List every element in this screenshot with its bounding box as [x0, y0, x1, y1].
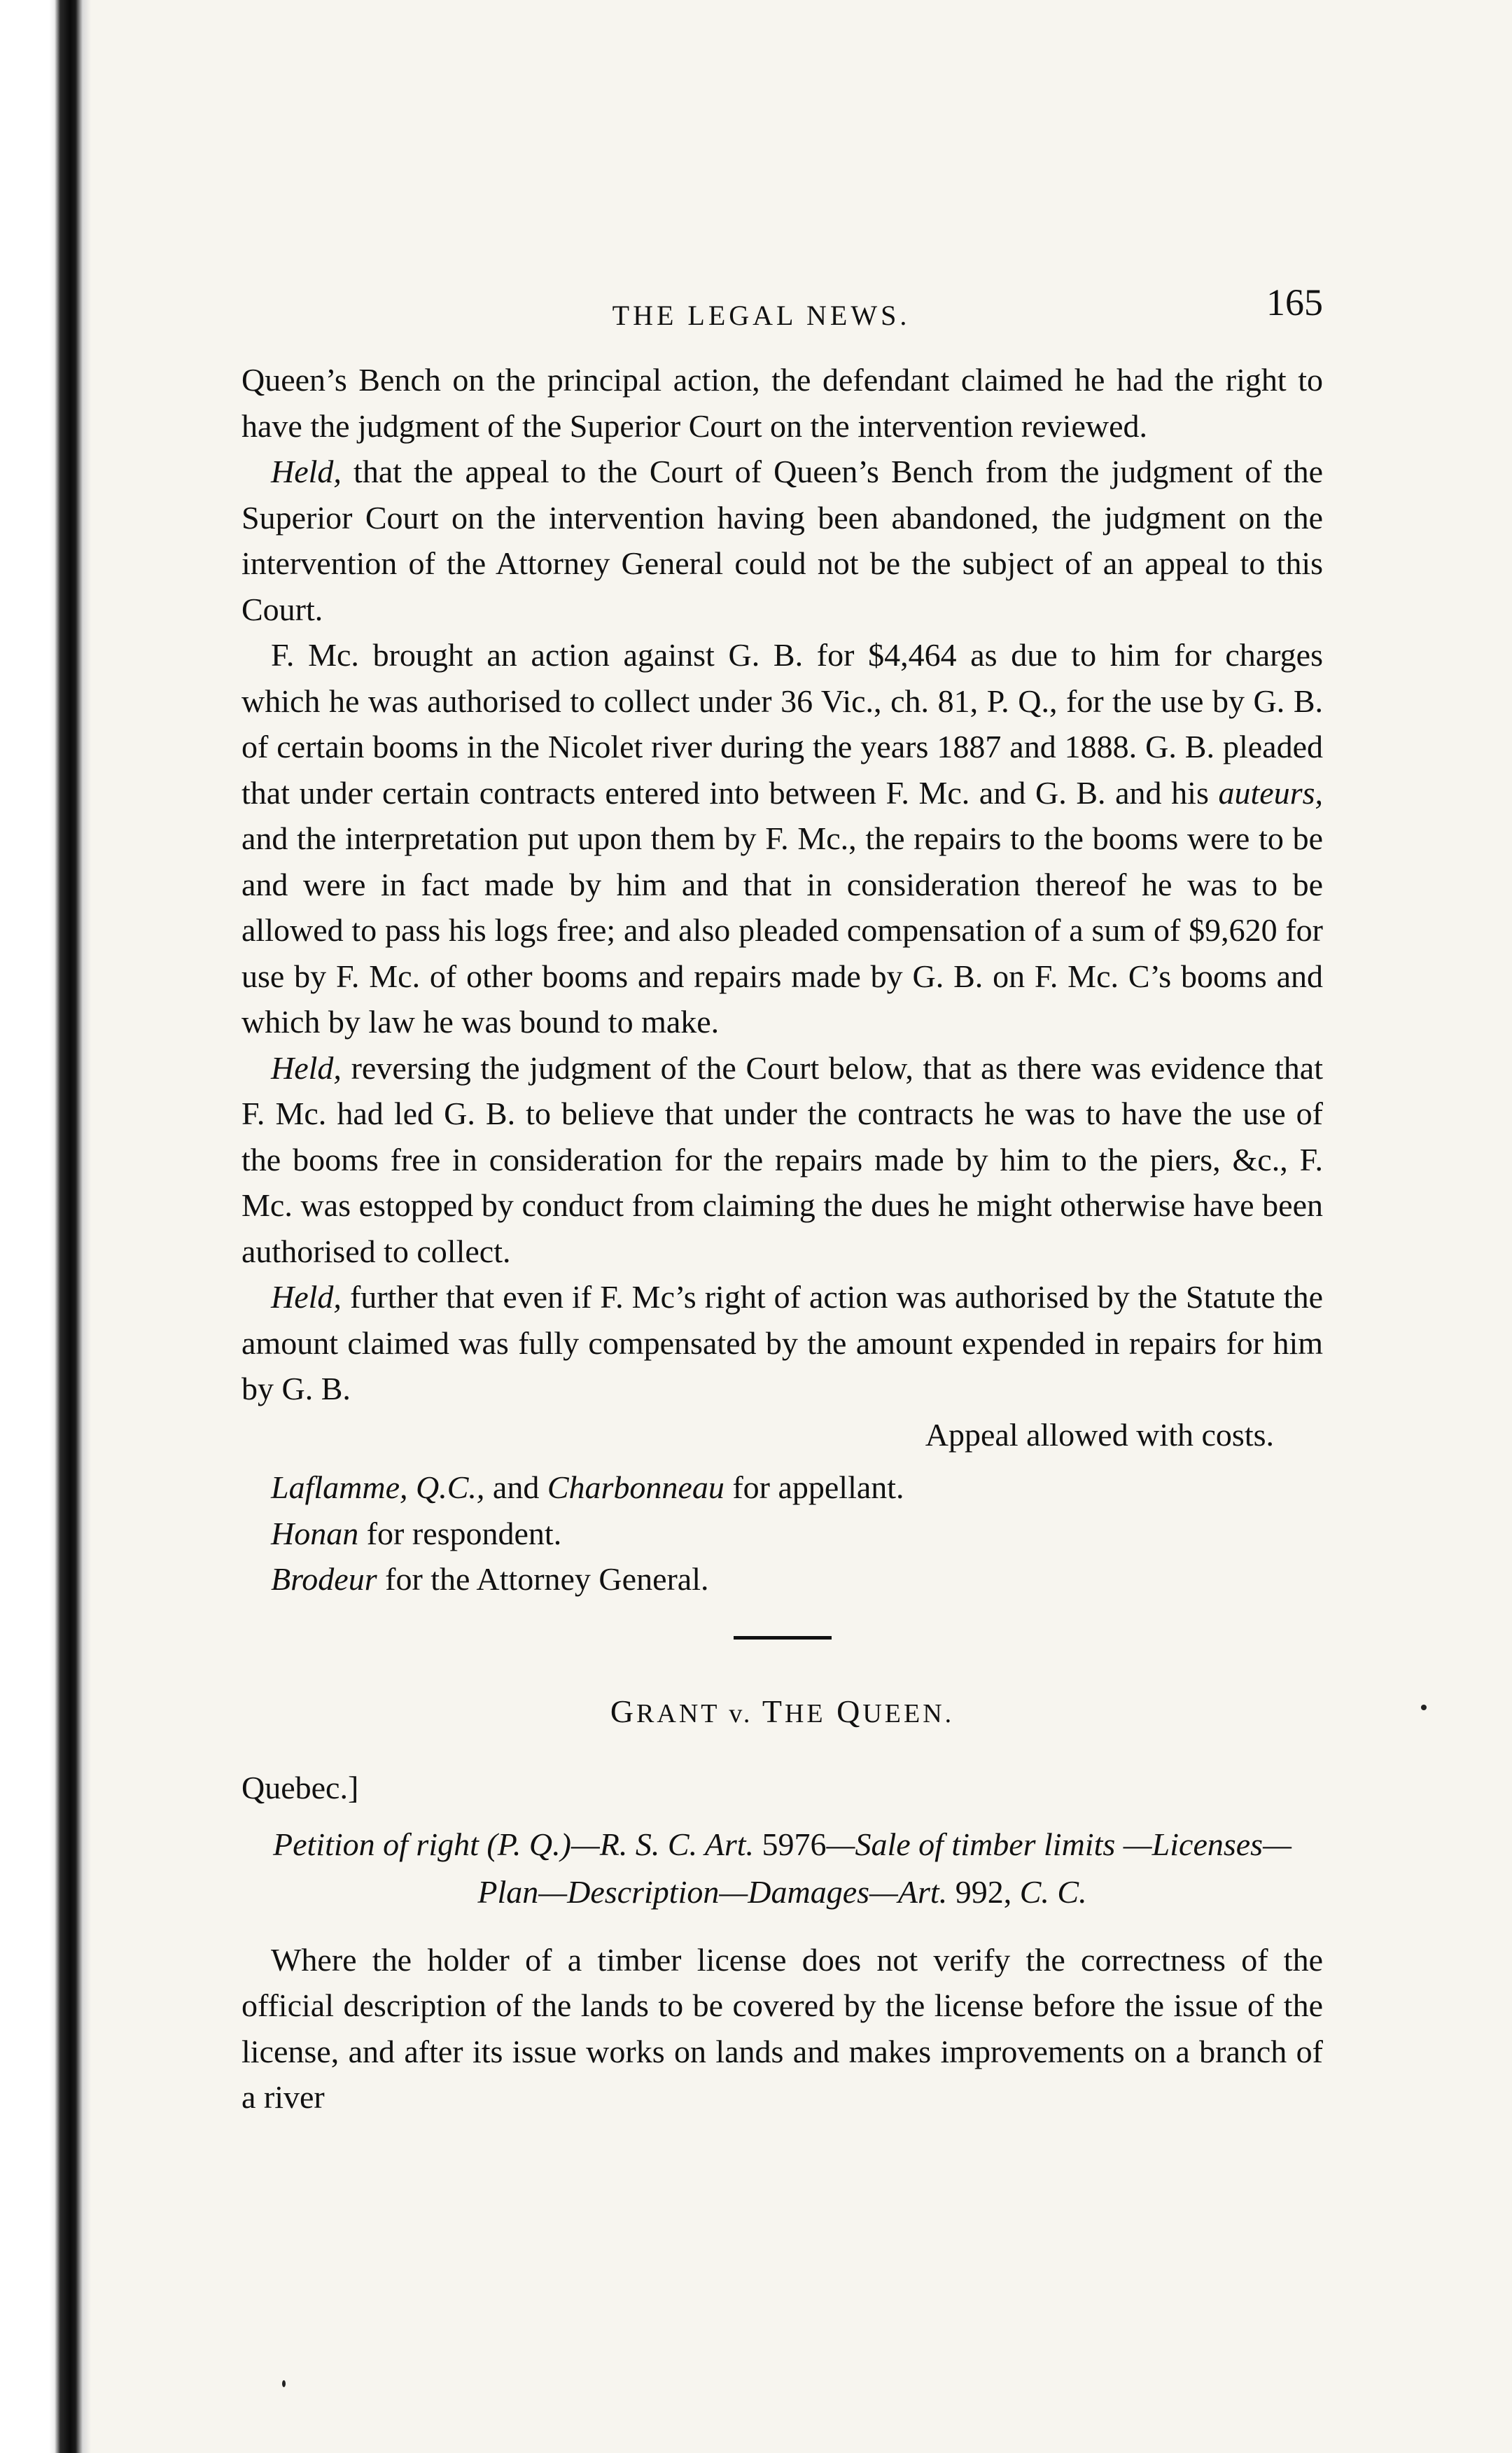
headnote: Petition of right (P. Q.)—R. S. C. Art. 5976—Sale of timber limits —Licenses—Plan—Description—Damages—Art. 992, C. C.: [273, 1826, 1292, 1910]
paragraph-held-2: Held, reversing the judgment of the Court below, that as there was evidence that F. Mc. had led G. B. to believe that under the contracts he was to have the use of the booms free in consideration for the repairs made by him to the piers, &c., F. Mc. was estopped by conduct from claiming the dues he might otherwise have been authorised to collect.: [241, 1049, 1323, 1269]
auteurs-term: auteurs,: [1218, 774, 1323, 811]
paragraph-continuation: Queen’s Bench on the principal action, the defendant claimed he had the right to have the judgment of the Superior Court on the intervention reviewed.: [241, 362, 1323, 444]
page-header: [241, 280, 1323, 357]
counsel-attorney-general: Brodeur for the Attorney General.: [271, 1561, 709, 1597]
held-label: Held,: [271, 454, 342, 489]
stray-mark: [1421, 1705, 1427, 1710]
paragraph-held-1: Held, that the appeal to the Court of Queen’s Bench from the judgment of the Superior Court on the intervention having been abandoned, the judgment on the intervention of the Attorney General could not be the subject of an appeal to this Court.: [241, 454, 1323, 627]
counsel-appellant: Laflamme, Q.C., and Charbonneau for appellant.: [271, 1469, 904, 1505]
page-body: [241, 280, 1323, 2120]
stray-mark: [282, 2380, 286, 2387]
running-head: THE LEGAL NEWS.: [612, 300, 911, 331]
paragraph-held-3: Held, further that even if F. Mc’s right of action was authorised by the Statute the amount claimed was fully compensated by the amount expended in repairs for him by G. B.: [241, 1279, 1323, 1406]
held-label: Held,: [271, 1279, 342, 1315]
case-summary: Where the holder of a timber license does not verify the correctness of the official description of the lands to be covered by the license before the issue of the license, and after its issue works on lands and makes improvements on a branch of a river: [241, 1941, 1323, 2115]
page-number: 165: [1266, 281, 1323, 323]
case-title: GRANT v. THE QUEEN.: [610, 1693, 955, 1729]
counsel-respondent: Honan for respondent.: [271, 1515, 562, 1551]
book-binding-edge: [0, 0, 91, 2453]
case-result: Appeal allowed with costs.: [925, 1416, 1274, 1453]
paragraph-facts: F. Mc. brought an action against G. B. for $4,464 as due to him for charges which he was authorised to collect under 36 Vic., ch. 81, P. Q., for the use by G. B. of certain booms in the Nicolet river during the years 1887 and 1888. G. B. pleaded that under certain contracts entered into between F. Mc. and G. B. and his auteurs, and the interpretation put upon them by F. Mc., the repairs to the booms were to be and were in fact made by him and that in consideration thereof he was to be allowed to pass his logs free; and also pleaded compensation of a sum of $9,620 for use by F. Mc. of other booms and repairs made by G. B. on F. Mc. C’s booms and which by law he was bound to make.: [241, 637, 1323, 1040]
held-label: Held,: [271, 1049, 342, 1086]
jurisdiction: Quebec.]: [241, 1770, 359, 1805]
section-divider: [734, 1636, 832, 1640]
